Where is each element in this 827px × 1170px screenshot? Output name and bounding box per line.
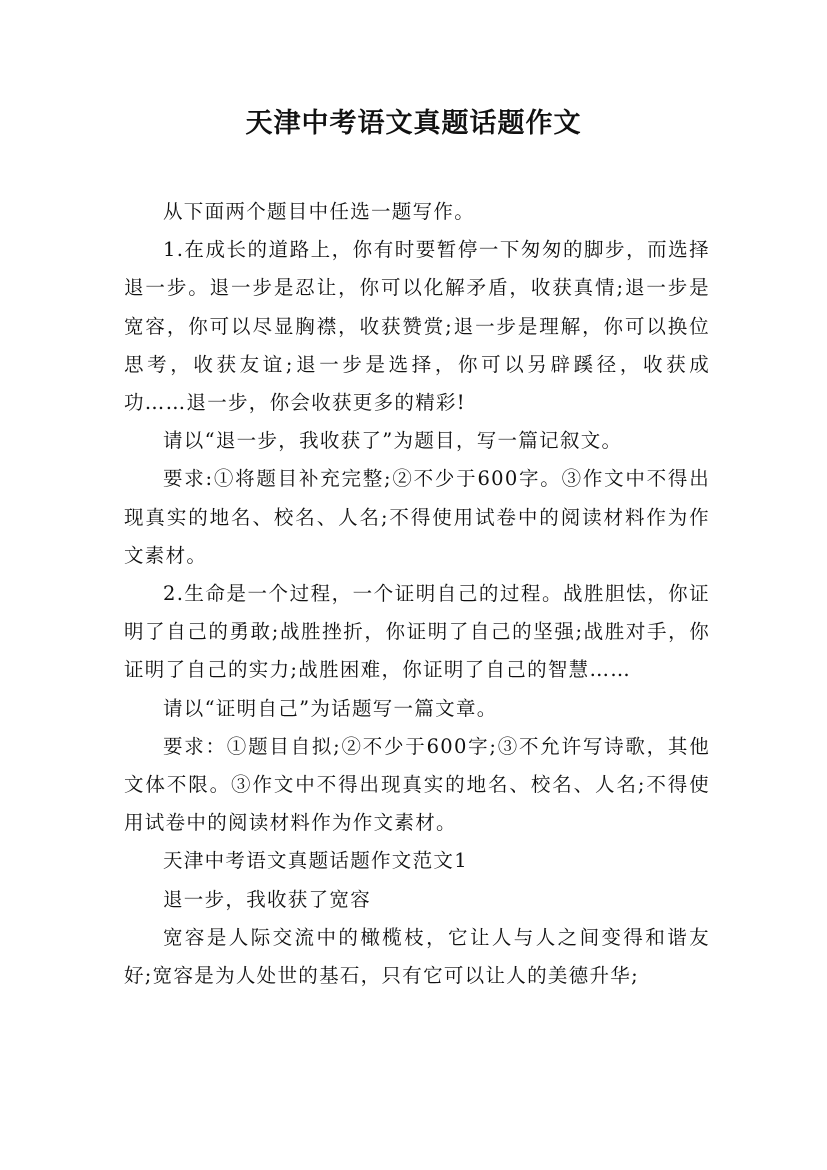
paragraph-sample-heading: 天津中考语文真题话题作文范文1 [163, 849, 468, 873]
paragraph-topic-2-requirements: 要求：①题目自拟;②不少于600字;③不允许写诗歌，其他文体不限。③作文中不得出现真实的地名、校名、人名;不得使用试卷中的阅读材料作为作文素材。 [124, 734, 710, 835]
paragraph-topic-1-task: 请以“退一步，我收获了”为题目，写一篇记叙文。 [163, 429, 623, 453]
paragraph-topic-2-prompt: 2.生命是一个过程，一个证明自己的过程。战胜胆怯，你证明了自己的勇敢;战胜挫折，你证明了自己的坚强;战胜对手，你证明了自己的实力;战胜困难，你证明了自己的智慧…… [124, 582, 710, 682]
document-body [124, 193, 710, 995]
paragraph-topic-1-prompt: 1.在成长的道路上，你有时要暂停一下匆匆的脚步，而选择退一步。退一步是忍让，你可以化解矛盾，收获真情;退一步是宽容，你可以尽显胸襟，收获赞赏;退一步是理解，你可以换位思考，收获友谊;退一步是选择，你可以另辟蹊径，收获成功……退一步，你会收获更多的精彩! [124, 238, 710, 415]
paragraph-instruction: 从下面两个题目中任选一题写作。 [163, 200, 476, 223]
paragraph-sample-title: 退一步，我收获了宽容 [163, 887, 372, 911]
paragraph-topic-1-requirements: 要求:①将题目补充完整;②不少于600字。③作文中不得出现真实的地名、校名、人名;不得使用试卷中的阅读材料作为作文素材。 [124, 467, 710, 567]
document-title: 天津中考语文真题话题作文 [245, 108, 582, 139]
paragraph-sample-text: 宽容是人际交流中的橄榄枝，它让人与人之间变得和谐友好;宽容是为人处世的基石，只有它可以让人的美德升华; [124, 925, 710, 988]
paragraph-topic-2-task: 请以“证明自己”为话题写一篇文章。 [163, 696, 498, 720]
